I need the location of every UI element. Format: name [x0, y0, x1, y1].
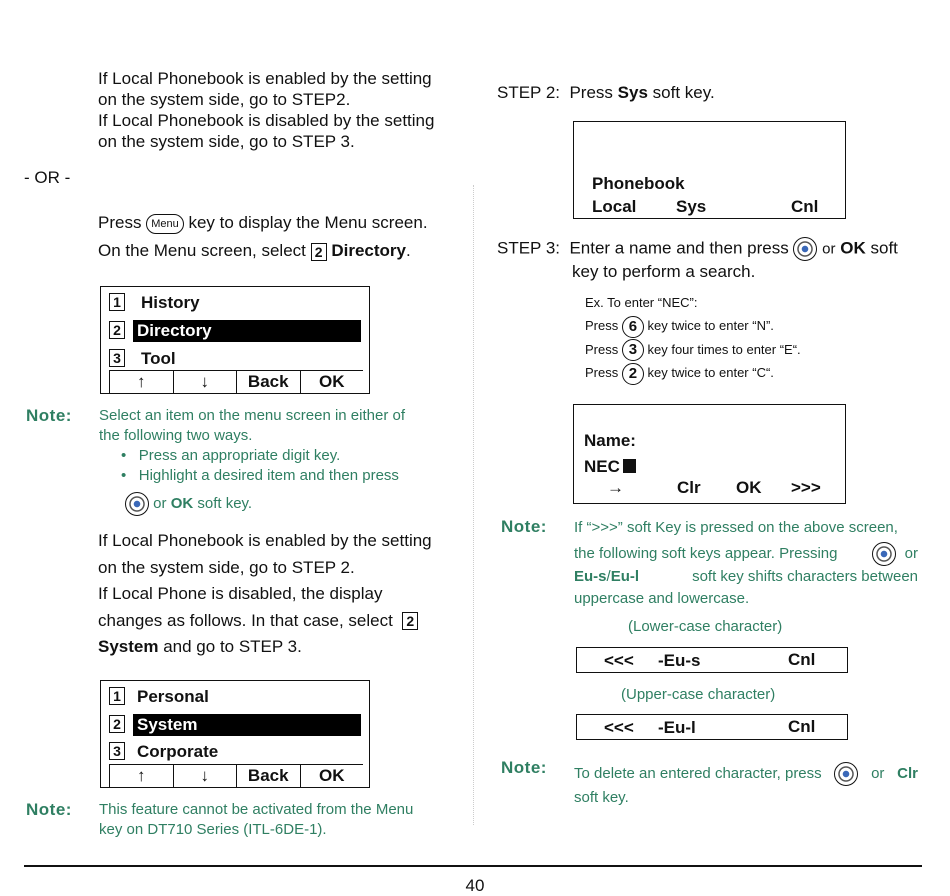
cursor-block [623, 459, 636, 473]
softkey-down: ↓ [173, 765, 237, 787]
text: key four times to enter “E“. [647, 341, 801, 357]
text-line: key on DT710 Series (ITL-6DE-1). [99, 821, 327, 838]
text-press: Press [98, 213, 142, 232]
softkey-arrow: → [607, 478, 624, 497]
menu-item-directory [109, 319, 361, 341]
text: or [822, 240, 836, 258]
note-case-shift [574, 517, 918, 610]
text: Enter a name and then press [569, 238, 789, 258]
softkey-cnl: Cnl [788, 650, 816, 669]
text-line [574, 566, 918, 588]
text-line: key to perform a search. [572, 262, 756, 281]
text-line: soft key. [574, 789, 629, 806]
eu-keys [574, 566, 639, 588]
item-number: 3 [109, 742, 125, 760]
text: Press [569, 83, 613, 102]
lcd-upper-case-softkeys [576, 714, 848, 740]
paragraph-2 [98, 528, 432, 661]
select-directory-line [98, 240, 411, 261]
intro-paragraph [98, 68, 434, 152]
text-line: If Local Phonebook is disabled by the setting [98, 111, 435, 130]
menu-screen-system [100, 680, 370, 788]
directory-term: Directory [331, 241, 406, 260]
lcd-name-entry-screen [573, 404, 846, 504]
item-label: Directory [133, 320, 361, 342]
clr-term: Clr [897, 765, 918, 782]
bullet-2-cont [99, 492, 444, 516]
softkey-eu-s: -Eu-s [658, 651, 701, 670]
text-line: uppercase and lowercase. [574, 590, 750, 607]
digit-2-key-icon: 2 [622, 363, 644, 385]
step-3-instruction [497, 237, 927, 282]
example-block [585, 291, 801, 385]
softkey-ok: OK [300, 765, 364, 787]
note-menu-selection [99, 406, 444, 516]
example-row [585, 361, 801, 385]
menu-item-personal [109, 685, 361, 707]
ok-term: OK [840, 238, 866, 258]
text-line: If Local Phonebook is enabled by the setting [98, 531, 432, 550]
lcd-name-label: Name: [584, 431, 636, 450]
navigation-key-icon [834, 762, 858, 786]
text-line [497, 237, 927, 261]
item-label: History [141, 293, 200, 312]
inline-icon-group [872, 542, 918, 566]
item-number: 1 [109, 293, 125, 311]
navigation-key-icon [793, 237, 817, 261]
note-label: Note: [501, 758, 547, 777]
eu-s-term: Eu-s [574, 568, 607, 585]
step-2-instruction [497, 82, 715, 103]
navigation-key-icon [125, 492, 149, 516]
digit-2-key-icon: 2 [402, 612, 418, 630]
text: Press [585, 341, 619, 357]
text: and go to STEP 3. [163, 637, 302, 656]
navigation-key-icon [872, 542, 896, 566]
lcd-title: Phonebook [592, 174, 685, 193]
text: Press [585, 365, 619, 381]
press-menu-line [98, 212, 428, 234]
lcd-phonebook-screen [573, 121, 846, 219]
bullet-2: • Highlight a desired item and then press [121, 467, 399, 484]
item-label: Personal [137, 687, 209, 706]
text-line [99, 406, 444, 426]
item-label: Tool [141, 349, 176, 368]
text-line: key to display the Menu screen. [188, 213, 428, 232]
note-menu-key [99, 800, 444, 840]
bullet-1: • Press an appropriate digit key. [121, 447, 341, 464]
text: / [606, 568, 611, 585]
softkey-bar [109, 764, 363, 787]
text: or [871, 765, 885, 782]
text: Highlight a desired item and then press [138, 467, 399, 484]
softkey-back-arrows: <<< [604, 651, 634, 670]
digit-2-key-icon: 2 [311, 243, 327, 261]
note-label: Note: [26, 406, 72, 425]
text: Press [585, 318, 619, 333]
menu-item-history [109, 291, 361, 313]
lcd-lower-case-softkeys [576, 647, 848, 673]
text: Press an appropriate digit key. [138, 447, 341, 464]
text: the following soft keys appear. Pressing [574, 545, 838, 562]
softkey-bar [109, 370, 363, 393]
system-term: System [98, 637, 159, 656]
text-line: on the system side, go to STEP 2. [98, 557, 355, 577]
menu-screen-directory [100, 286, 370, 394]
step-label: STEP 3: [497, 238, 560, 258]
item-number: 3 [109, 349, 125, 367]
text: soft key. [197, 494, 253, 512]
lcd-name-value [584, 457, 636, 477]
item-number: 1 [109, 687, 125, 705]
menu-item-tool [109, 347, 361, 369]
text-line [98, 608, 432, 635]
text-line: the following two ways. [99, 427, 253, 444]
eu-l-term: Eu-l [610, 568, 640, 585]
text: To delete an entered character, press [574, 765, 822, 782]
example-title: Ex. To enter “NEC”: [585, 295, 698, 310]
text-line: on the system side, go to STEP 3. [98, 132, 355, 151]
text-line: If Local Phone is disabled, the display [98, 584, 383, 603]
column-divider [473, 185, 474, 825]
item-label: Corporate [137, 742, 219, 761]
sys-term: Sys [617, 83, 648, 102]
softkey-cnl: Cnl [788, 717, 816, 736]
text: key twice to enter “N”. [647, 318, 774, 333]
text: changes as follows. In that case, select [98, 610, 393, 630]
softkey-ok: OK [736, 478, 762, 497]
softkey-eu-l: -Eu-l [658, 718, 696, 737]
ok-term: OK [170, 494, 194, 512]
text: soft key. [652, 83, 715, 102]
softkey-local: Local [592, 197, 637, 216]
digit-3-key-icon: 3 [622, 339, 644, 361]
note-label: Note: [26, 800, 72, 819]
text: Select an item on the menu screen in either of [99, 407, 406, 424]
text: NEC [584, 457, 620, 476]
text-line [574, 762, 918, 786]
text-line: If “>>>” soft Key is pressed on the above screen, [574, 519, 898, 536]
menu-key-icon: Menu [146, 214, 184, 234]
period: . [406, 241, 411, 260]
text: soft [870, 238, 898, 258]
softkey-up: ↑ [109, 765, 173, 787]
page-number: 40 [465, 876, 485, 895]
step-label: STEP 2: [497, 83, 560, 102]
digit-6-key-icon: 6 [622, 316, 644, 338]
text-line [98, 634, 432, 661]
softkey-ok: OK [300, 371, 364, 393]
text: or [904, 544, 918, 562]
example-row [585, 338, 801, 362]
text: key twice to enter “C“. [647, 365, 774, 381]
text-line: On the Menu screen, select [98, 241, 306, 260]
softkey-sys: Sys [676, 197, 707, 216]
text-line [574, 542, 918, 566]
item-label: System [133, 714, 361, 736]
footer-rule [24, 865, 922, 867]
softkey-down: ↓ [173, 371, 237, 393]
text-line: on the system side, go to STEP2. [98, 90, 351, 109]
softkey-clr: Clr [677, 478, 701, 497]
softkey-back: Back [236, 765, 300, 787]
lower-case-caption: (Lower-case character) [628, 618, 783, 635]
example-row [585, 314, 801, 338]
softkey-up: ↑ [109, 371, 173, 393]
softkey-back-arrows: <<< [604, 718, 634, 737]
softkey-more: >>> [791, 478, 821, 497]
note-label: Note: [501, 517, 547, 536]
upper-case-caption: (Upper-case character) [621, 686, 776, 703]
text: or [153, 494, 167, 512]
menu-item-corporate [109, 740, 361, 762]
item-number: 2 [109, 321, 125, 339]
softkey-cnl: Cnl [791, 197, 819, 216]
text-line: This feature cannot be activated from the Menu [99, 801, 414, 818]
item-number: 2 [109, 715, 125, 733]
menu-item-system [109, 713, 361, 735]
softkey-back: Back [236, 371, 300, 393]
text-line: If Local Phonebook is enabled by the setting [98, 69, 432, 88]
or-separator: - OR - [24, 168, 71, 187]
note-delete-character [574, 762, 918, 810]
text: soft key shifts characters between [692, 568, 918, 585]
